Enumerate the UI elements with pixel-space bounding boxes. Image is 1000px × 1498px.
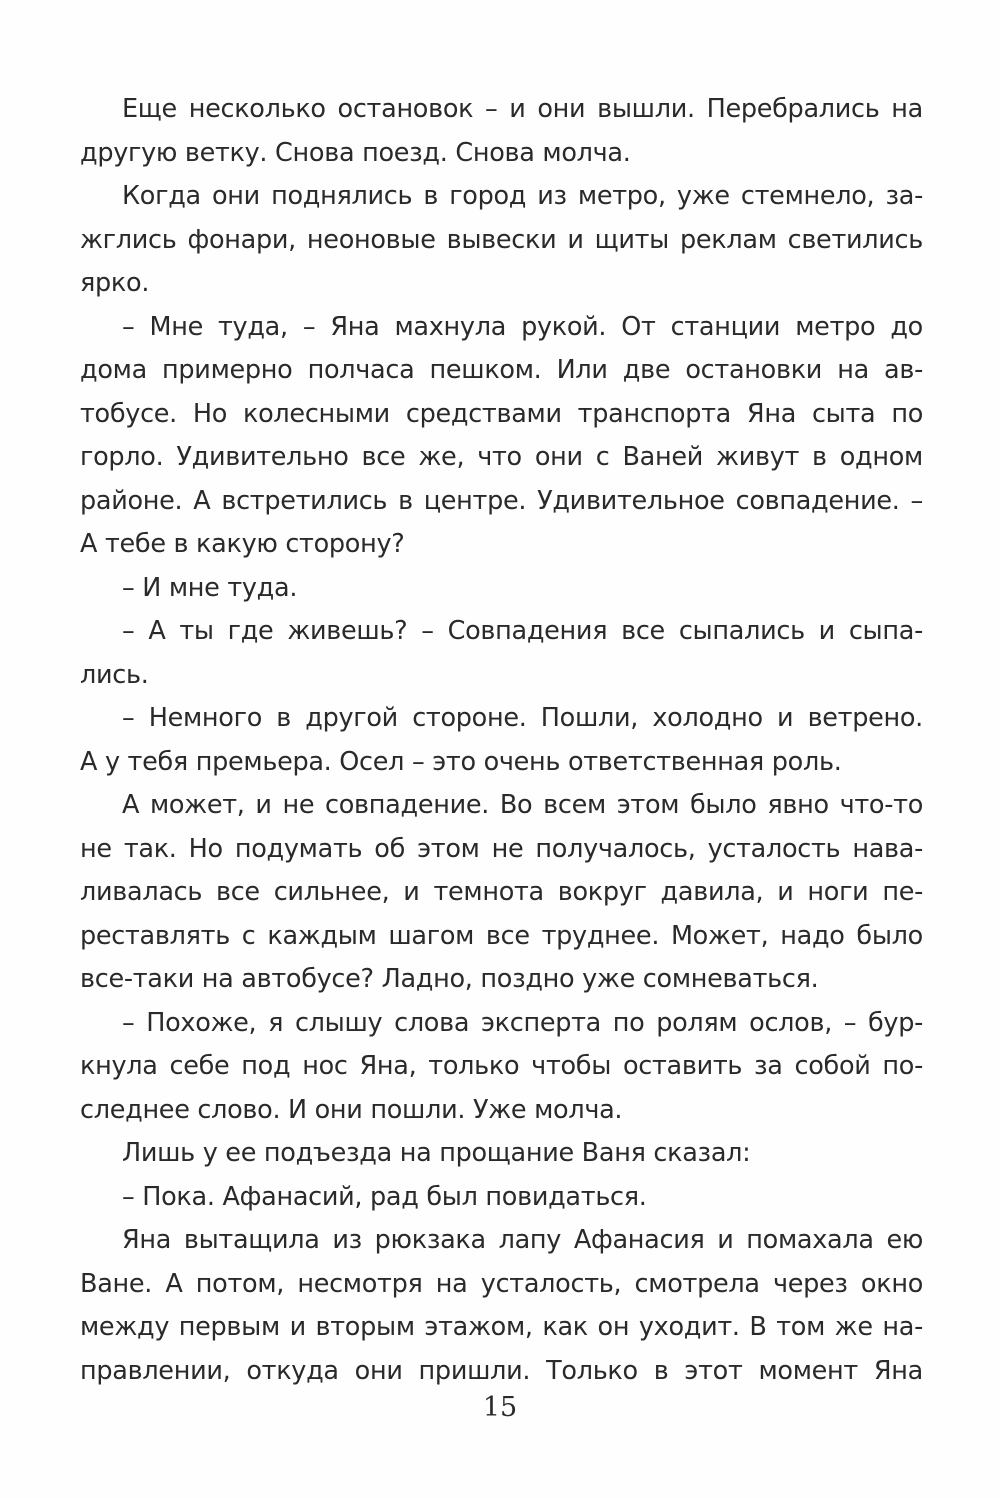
text-line: Яна вытащила из рюкзака лапу Афанасия и помахала ею [122,1225,923,1255]
text-line: – Мне туда, – Яна махнула рукой. От станции метро до [122,311,923,342]
text-line: жглись фонари, неоновые вывески и щиты реклам светились [80,224,923,255]
text-line: – Немного в другой стороне. Пошли, холодно и ветрено. [122,703,923,733]
text-line: следнее слово. И они пошли. Уже молча. [80,1094,623,1125]
text-line: – И мне туда. [122,572,298,603]
text-line: А тебе в какую сторону? [80,529,405,559]
body-text [80,88,923,1393]
text-line: Лишь у ее подъезда на прощание Ваня сказал: [122,1138,751,1168]
text-line: А может, и не совпадение. Во всем этом было явно что-то [122,790,923,820]
text-line: А у тебя премьера. Осел – это очень ответственная роль. [80,746,842,777]
text-line: Ване. А потом, несмотря на усталость, смотрела через окно [80,1268,923,1299]
text-line: районе. А встретились в центре. Удивительное совпадение. – [80,485,923,516]
text-line: правлении, откуда они пришли. Только в этот момент Яна [80,1355,923,1386]
text-line: Когда они поднялись в город из метро, уже стемнело, за- [122,181,923,211]
text-line: кнула себе под нос Яна, только чтобы оставить за собой по- [80,1051,923,1081]
text-line: все-таки на автобусе? Ладно, поздно уже сомневаться. [80,964,819,994]
text-line: – Похоже, я слышу слова эксперта по ролям ослов, – бур- [122,1007,923,1038]
text-line: ярко. [80,268,150,298]
text-line: другую ветку. Снова поезд. Снова молча. [80,137,631,168]
text-line: – А ты где живешь? – Совпадения все сыпались и сыпа- [122,616,923,646]
text-line: не так. Но подумать об этом не получалось, усталость нава- [80,833,923,864]
page-number: 15 [482,1392,518,1423]
text-line: Еще несколько остановок – и они вышли. Перебрались на [122,94,923,124]
text-line: лись. [80,659,149,690]
text-line: ливалась все сильнее, и темнота вокруг давила, и ноги пе- [80,877,923,907]
text-line: тобусе. Но колесными средствами транспорта Яна сыта по [80,398,923,429]
text-line: между первым и вторым этажом, как он уходит. В том же на- [80,1312,923,1342]
text-line: реставлять с каждым шагом все труднее. Может, надо было [80,920,923,951]
text-line: горло. Удивительно все же, что они с Ваней живут в одном [80,442,923,472]
text-line: – Пока. Афанасий, рад был повидаться. [122,1181,647,1212]
text-line: дома примерно полчаса пешком. Или две остановки на ав- [80,355,923,385]
